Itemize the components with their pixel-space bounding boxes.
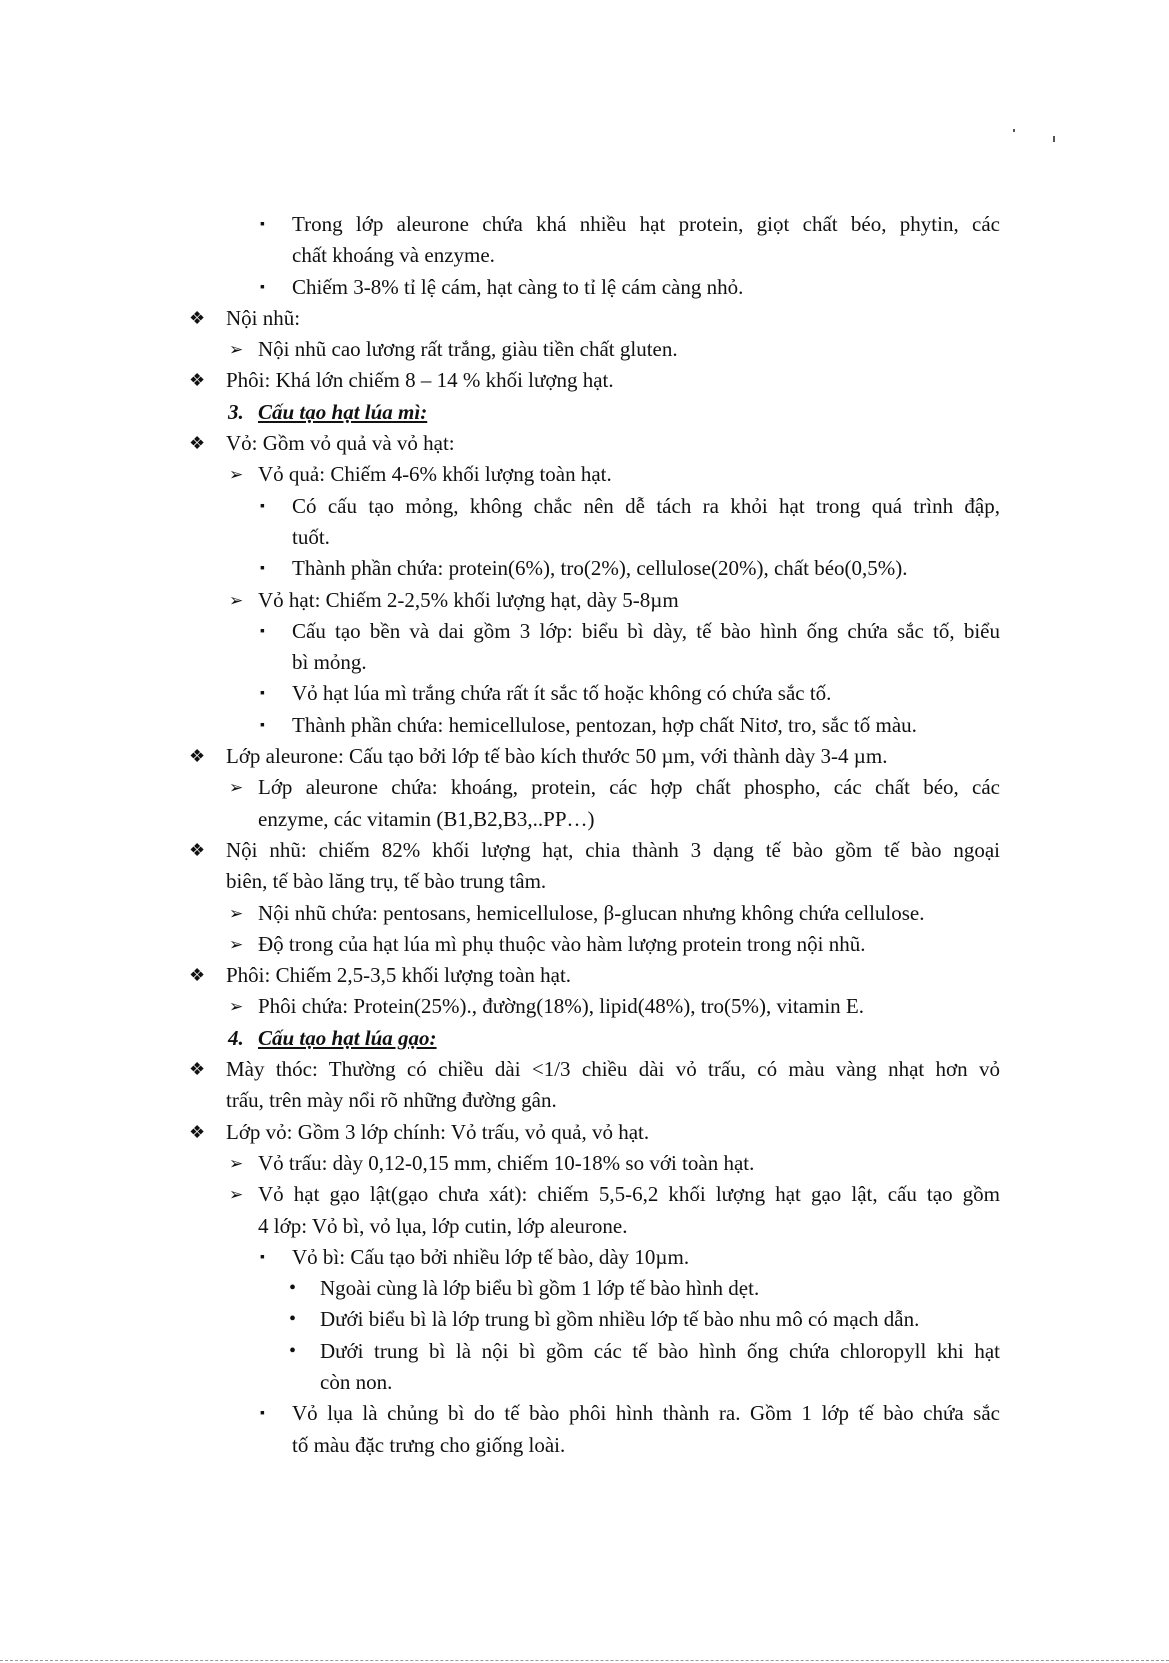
square-bullet-icon: ▪ — [260, 561, 265, 577]
dot-bullet-icon: • — [289, 1308, 297, 1331]
square-bullet-icon: ▪ — [260, 279, 265, 295]
line-text: Độ trong của hạt lúa mì phụ thuộc vào hàm lượng protein trong nội nhũ. — [258, 931, 866, 956]
list-item — [0, 1304, 1169, 1335]
scan-speck — [1053, 136, 1055, 142]
arrow-bullet-icon: ➢ — [229, 997, 244, 1017]
list-item — [0, 1336, 1169, 1367]
line-text: Cấu tạo bền và dai gồm 3 lớp: biểu bì dày, tế bào hình ống chứa sắc tố, biểu — [292, 618, 1000, 643]
list-item-continuation — [0, 866, 1169, 897]
list-item-continuation — [0, 1367, 1169, 1398]
diamond-bullet-icon: ❖ — [189, 839, 206, 860]
list-item-continuation — [0, 240, 1169, 271]
list-item — [0, 1398, 1169, 1429]
arrow-bullet-icon: ➢ — [229, 934, 244, 954]
line-text: Vỏ: Gồm vỏ quả và vỏ hạt: — [226, 431, 455, 456]
list-item — [0, 898, 1169, 929]
list-item — [0, 209, 1169, 240]
arrow-bullet-icon: ➢ — [229, 778, 244, 798]
diamond-bullet-icon: ❖ — [189, 1059, 206, 1080]
line-text: Lớp vỏ: Gồm 3 lớp chính: Vỏ trấu, vỏ quả, vỏ hạt. — [226, 1119, 650, 1144]
line-text: Chiếm 3-8% tỉ lệ cám, hạt càng to tỉ lệ cám càng nhỏ. — [292, 274, 744, 299]
arrow-bullet-icon: ➢ — [229, 465, 244, 485]
section-title: Cấu tạo hạt lúa mì: — [258, 399, 428, 424]
diamond-bullet-icon: ❖ — [189, 1121, 206, 1142]
section-title: Cấu tạo hạt lúa gạo: — [258, 1025, 437, 1050]
list-item — [0, 428, 1169, 459]
list-item-continuation — [0, 1085, 1169, 1116]
line-text: biên, tế bào lăng trụ, tế bào trung tâm. — [226, 869, 547, 894]
square-bullet-icon: ▪ — [260, 217, 265, 232]
line-text: Lớp aleurone chứa: khoáng, protein, các hợp chất phospho, các chất béo, các — [258, 775, 1000, 800]
line-text: Có cấu tạo mỏng, không chắc nên dễ tách ra khỏi hạt trong quá trình đập, — [292, 493, 1000, 518]
list-item-continuation — [0, 1211, 1169, 1242]
line-text: Phôi: Chiếm 2,5-3,5 khối lượng toàn hạt. — [226, 963, 572, 988]
list-item — [0, 303, 1169, 334]
list-item — [0, 491, 1169, 522]
line-text: Vỏ trấu: dày 0,12-0,15 mm, chiếm 10-18% so với toàn hạt. — [258, 1150, 755, 1175]
list-item-continuation — [0, 1430, 1169, 1461]
diamond-bullet-icon: ❖ — [189, 370, 206, 391]
scan-speck — [1013, 129, 1015, 132]
diamond-bullet-icon: ❖ — [189, 433, 206, 454]
dot-bullet-icon: • — [289, 1277, 297, 1300]
line-text: Vỏ hạt lúa mì trắng chứa rất ít sắc tố hoặc không có chứa sắc tố. — [292, 681, 832, 706]
section-number: 3. — [228, 399, 244, 424]
page-edge-divider — [0, 1660, 1169, 1661]
line-text: Nội nhũ cao lương rất trắng, giàu tiền chất gluten. — [258, 337, 678, 362]
line-text: chất khoáng và enzyme. — [292, 243, 495, 268]
list-item — [0, 334, 1169, 365]
list-item — [0, 365, 1169, 396]
line-text: Vỏ bì: Cấu tạo bởi nhiều lớp tế bào, dày 10µm. — [292, 1244, 690, 1269]
list-item — [0, 1179, 1169, 1210]
line-text: Ngoài cùng là lớp biểu bì gồm 1 lớp tế bào hình dẹt. — [320, 1276, 760, 1301]
line-text: trấu, trên mày nổi rõ những đường gân. — [226, 1088, 557, 1113]
list-item — [0, 272, 1169, 303]
arrow-bullet-icon: ➢ — [229, 340, 244, 360]
line-text: bì mỏng. — [292, 650, 367, 675]
arrow-bullet-icon: ➢ — [229, 1153, 244, 1173]
list-item — [0, 1117, 1169, 1148]
line-text: Thành phần chứa: hemicellulose, pentozan, hợp chất Nitơ, tro, sắc tố màu. — [292, 712, 917, 737]
list-item — [0, 1148, 1169, 1179]
line-text: Phôi chứa: Protein(25%)., đường(18%), lipid(48%), tro(5%), vitamin E. — [258, 994, 865, 1019]
line-text: 4 lớp: Vỏ bì, vỏ lụa, lớp cutin, lớp aleurone. — [258, 1213, 628, 1238]
list-item — [0, 929, 1169, 960]
document-page — [0, 209, 1169, 1461]
section-heading — [0, 397, 1169, 428]
line-text: Nội nhũ chứa: pentosans, hemicellulose, β-glucan nhưng không chứa cellulose. — [258, 900, 925, 925]
square-bullet-icon: ▪ — [260, 1406, 265, 1422]
arrow-bullet-icon: ➢ — [229, 903, 244, 923]
list-item — [0, 835, 1169, 866]
square-bullet-icon: ▪ — [260, 623, 265, 639]
line-text: tố màu đặc trưng cho giống loài. — [292, 1432, 566, 1457]
list-item — [0, 741, 1169, 772]
arrow-bullet-icon: ➢ — [229, 1185, 244, 1205]
list-item — [0, 459, 1169, 490]
line-text: Phôi: Khá lớn chiếm 8 – 14 % khối lượng hạt. — [226, 368, 614, 393]
line-text: Nội nhũ: chiếm 82% khối lượng hạt, chia thành 3 dạng tế bào gồm tế bào ngoại — [226, 837, 1000, 862]
list-item — [0, 678, 1169, 709]
line-text: Vỏ quả: Chiếm 4-6% khối lượng toàn hạt. — [258, 462, 612, 487]
square-bullet-icon: ▪ — [260, 1249, 265, 1265]
square-bullet-icon: ▪ — [260, 686, 265, 702]
line-text: Lớp aleurone: Cấu tạo bởi lớp tế bào kích thước 50 µm, với thành dày 3-4 µm. — [226, 744, 888, 769]
section-heading — [0, 1023, 1169, 1054]
diamond-bullet-icon: ❖ — [189, 746, 206, 767]
list-item-continuation — [0, 522, 1169, 553]
square-bullet-icon: ▪ — [260, 717, 265, 733]
line-text: Trong lớp aleurone chứa khá nhiều hạt protein, giọt chất béo, phytin, các — [292, 212, 1000, 236]
diamond-bullet-icon: ❖ — [189, 307, 206, 328]
line-text: Dưới trung bì là nội bì gồm các tế bào hình ống chứa chloropyll khi hạt — [320, 1338, 1000, 1363]
line-text: Vỏ hạt gạo lật(gạo chưa xát): chiếm 5,5-6,2 khối lượng hạt gạo lật, cấu tạo gồm — [258, 1182, 1000, 1207]
line-text: Thành phần chứa: protein(6%), tro(2%), cellulose(20%), chất béo(0,5%). — [292, 556, 908, 581]
diamond-bullet-icon: ❖ — [189, 965, 206, 986]
line-text: enzyme, các vitamin (B1,B2,B3,..PP…) — [258, 806, 595, 831]
list-item-continuation — [0, 804, 1169, 835]
list-item — [0, 991, 1169, 1022]
list-item — [0, 772, 1169, 803]
line-text: Vỏ lụa là chủng bì do tế bào phôi hình thành ra. Gồm 1 lớp tế bào chứa sắc — [292, 1401, 1000, 1426]
list-item — [0, 1273, 1169, 1304]
section-number: 4. — [228, 1025, 244, 1050]
dot-bullet-icon: • — [289, 1339, 297, 1362]
arrow-bullet-icon: ➢ — [229, 590, 244, 610]
list-item — [0, 585, 1169, 616]
square-bullet-icon: ▪ — [260, 498, 265, 514]
list-item-continuation — [0, 647, 1169, 678]
list-item — [0, 1054, 1169, 1085]
line-text: Nội nhũ: — [226, 305, 301, 330]
list-item — [0, 960, 1169, 991]
list-item — [0, 553, 1169, 584]
line-text: Dưới biểu bì là lớp trung bì gồm nhiều lớp tế bào nhu mô có mạch dẫn. — [320, 1307, 920, 1332]
line-text: Vỏ hạt: Chiếm 2-2,5% khối lượng hạt, dày 5-8µm — [258, 587, 679, 612]
list-item — [0, 1242, 1169, 1273]
list-item — [0, 616, 1169, 647]
list-item — [0, 710, 1169, 741]
line-text: còn non. — [320, 1369, 393, 1394]
line-text: Mày thóc: Thường có chiều dài <1/3 chiều dài vỏ trấu, có màu vàng nhạt hơn vỏ — [226, 1057, 1000, 1082]
line-text: tuốt. — [292, 524, 330, 549]
